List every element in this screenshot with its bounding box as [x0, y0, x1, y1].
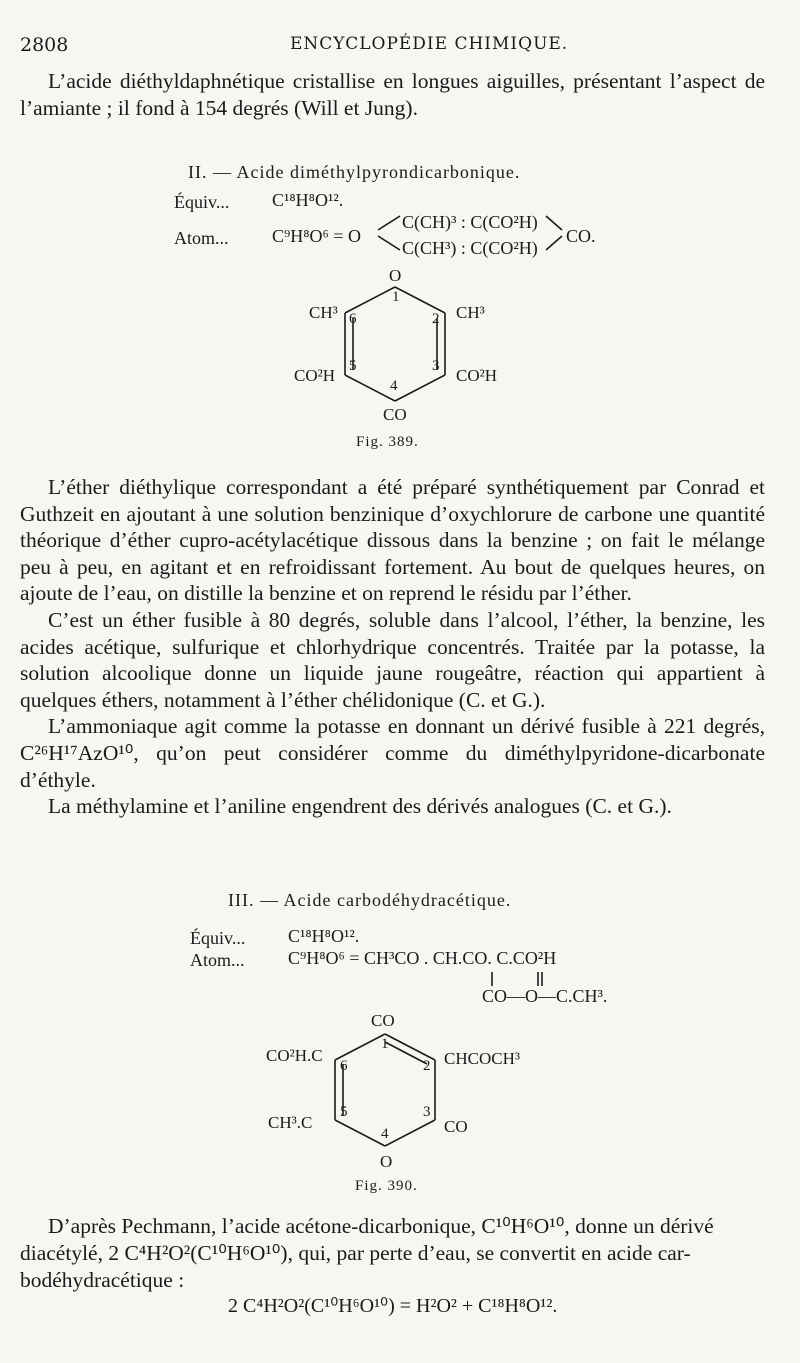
fig390-num-3: 3 — [423, 1104, 431, 1120]
fig390-num-1: 1 — [381, 1036, 389, 1052]
fig389-num-4: 4 — [390, 378, 398, 394]
section-2-atom-branch-top: C(CH)³ : C(CO²H) — [402, 212, 538, 232]
running-title: ENCYCLOPÉDIE CHIMIQUE. — [290, 34, 569, 54]
text-line: D’après Pechmann, l’acide acétone-dicarbonique, C¹⁰H⁶O¹⁰, donne un dérivé — [48, 1214, 714, 1238]
fig389-left-upper: CH³ — [309, 303, 338, 322]
section-3-body — [20, 1213, 765, 1294]
text-line: diacétylé, 2 C⁴H²O²(C¹⁰H⁶O¹⁰), qui, par perte d’eau, se convertit en acide car- — [20, 1241, 691, 1265]
section-2-atom-branch-bottom: C(CH³) : C(CO²H) — [402, 238, 538, 258]
fig390-right-lower: CO — [444, 1117, 468, 1136]
section-2-equiv-formula: C¹⁸H⁸O¹². — [272, 190, 344, 210]
text-line: bodéhydracétique : — [20, 1268, 185, 1292]
section-3-equiv-label: Équiv... — [190, 928, 246, 948]
fig389-bottom: CO — [383, 405, 407, 424]
fig390-left-lower: CH³.C — [268, 1113, 313, 1132]
paragraph: L’éther diéthylique correspondant a été préparé synthétiquement par Conrad et Guthzeit en ajoutant à une solution benzinique d’oxychlorure de carbone une quantité théorique d’éther cupro-acétylacétique dissous dans la benzine ; on fait le mélange peu à peu, en agitant et en refroidissant fortement. Au bout de quelques heures, on ajoute de l’eau, on distille la benzine et on reprend le résidu par l’éther. — [20, 475, 765, 606]
section-2-atom-end: CO. — [566, 226, 596, 246]
section-2-atom-formula: C⁹H⁸O⁶ = O — [272, 226, 361, 246]
page-number: 2808 — [20, 34, 69, 56]
fig389-num-5: 5 — [349, 358, 357, 374]
fig390-top: CO — [371, 1011, 395, 1030]
fig389-num-2: 2 — [432, 311, 440, 327]
fig389-top-atom: O — [389, 266, 402, 285]
fig389-right-lower: CO²H — [456, 366, 497, 385]
section-3-heading: III. — Acide carbodéhydracétique. — [228, 890, 512, 910]
fig390-caption: Fig. 390. — [355, 1178, 418, 1194]
fig390-num-4: 4 — [381, 1126, 389, 1142]
section-2-heading: II. — Acide diméthylpyrondicarbonique. — [188, 162, 521, 182]
fig390-num-2: 2 — [423, 1058, 431, 1074]
fig390-bottom: O — [380, 1152, 393, 1171]
fig390-num-6: 6 — [340, 1058, 348, 1074]
fig389-num-6: 6 — [349, 311, 357, 327]
intro-paragraph: L’acide diéthyldaphnétique cristallise en longues aiguilles, présentant l’aspect de l’amiante ; il fond à 154 degrés (Will et Jung). — [20, 69, 765, 120]
section-2-atom-label: Atom... — [174, 228, 229, 248]
paragraph: La méthylamine et l’aniline engendrent des dérivés analogues (C. et G.). — [48, 794, 672, 819]
section-3-atom-label: Atom... — [190, 950, 245, 970]
section-3-atom-line2: CO—O—C.CH³. — [482, 986, 608, 1006]
fig390-right-upper: CHCOCH³ — [444, 1049, 520, 1068]
fig390-left-upper: CO²H.C — [266, 1046, 323, 1065]
section-3-equation: 2 C⁴H²O²(C¹⁰H⁶O¹⁰) = H²O² + C¹⁸H⁸O¹². — [228, 1295, 558, 1317]
fig389-right-upper: CH³ — [456, 303, 485, 322]
fig389-caption: Fig. 389. — [356, 434, 419, 450]
paragraph: C’est un éther fusible à 80 degrés, soluble dans l’alcool, l’éther, la benzine, les acides acétique, sulfurique et chlorhydrique concentrés. Traitée par la potasse, la solution alcoolique donne un liquide jaune rougeâtre, réaction qui appartient à quelques éthers, notamment à l’éther chélidonique (C. et G.). — [20, 607, 765, 712]
paragraph: L’ammoniaque agit comme la potasse en donnant un dérivé fusible à 221 degrés, C²⁶H¹⁷AzO¹⁰, qu’on peut considérer comme du diméthylpyridone-dicarbonate d’éthyle. — [20, 714, 765, 792]
fig389-left-lower: CO²H — [294, 366, 335, 385]
section-3-atom-formula: C⁹H⁸O⁶ = CH³CO . CH.CO. C.CO²H — [288, 948, 557, 968]
fig390-num-5: 5 — [340, 1104, 348, 1120]
section-3-equiv-formula: C¹⁸H⁸O¹². — [288, 926, 360, 946]
fig389-num-3: 3 — [432, 358, 440, 374]
section-2-equiv-label: Équiv... — [174, 192, 230, 212]
fig389-num-1: 1 — [392, 289, 400, 305]
